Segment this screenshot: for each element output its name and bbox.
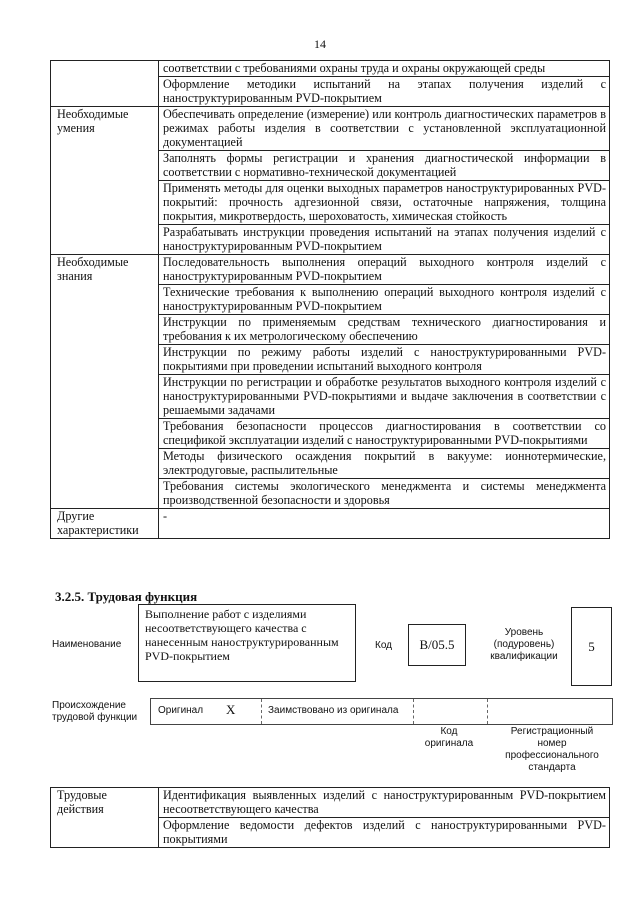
table-cell: Последовательность выполнения операций выходного контроля изделий с наноструктурированным PVD-покрытием <box>159 255 610 285</box>
divider <box>261 699 262 724</box>
original-label: Оригинал <box>158 705 204 716</box>
origin-row <box>150 698 613 725</box>
table-cell: Оформление методики испытаний на этапах получения изделий с наноструктурированным PVD-покрытием <box>159 77 610 107</box>
original-mark: X <box>226 702 236 717</box>
table-cell: Методы физического осаждения покрытий в вакууме: ионнотермические, электродуговые, распылительные <box>159 449 610 479</box>
registration-number-caption: Регистрационный номер профессионального стандарта <box>505 726 599 773</box>
divider <box>413 699 414 724</box>
table-cell: Инструкции по режиму работы изделий с наноструктурированными PVD-покрытиями при проведении испытаний выходного контроля <box>159 345 610 375</box>
function-code-value: B/05.5 <box>408 624 466 666</box>
row-label <box>51 61 159 107</box>
requirements-table <box>50 60 610 539</box>
table-cell: - <box>159 509 610 539</box>
table-row <box>51 509 610 539</box>
row-label-knowledge: Необходимые знания <box>51 255 159 509</box>
name-label: Наименование <box>52 639 122 650</box>
code-original-caption: Код оригинала <box>424 726 474 749</box>
table-cell: Инструкции по регистрации и обработке результатов выходного контроля изделий с наноструктурированными PVD-покрытиями и выдаче заключения в соответствии с решаемыми задачами <box>159 375 610 419</box>
table-cell: Требования безопасности процессов диагностирования в соответствии со спецификой эксплуатации изделий с наноструктурированными PVD-покрытиями <box>159 419 610 449</box>
divider <box>487 699 488 724</box>
table-row <box>51 788 610 818</box>
table-cell: Разрабатывать инструкции проведения испытаний на этапах получения изделий с наноструктурированным PVD-покрытием <box>159 225 610 255</box>
row-label-other: Другие характеристики <box>51 509 159 539</box>
table-cell: Оформление ведомости дефектов изделий с наноструктурированными PVD-покрытиями <box>159 818 610 848</box>
level-label: Уровень (подуровень) квалификации <box>490 627 558 662</box>
table-row <box>51 255 610 285</box>
table-cell: Применять методы для оценки выходных параметров наноструктурированных PVD-покрытий: прочность адгезионной связи, остаточные напряжения, толщина покрытия, микротвердость, шероховатость, химическая стойкость <box>159 181 610 225</box>
origin-label: Происхождение трудовой функции <box>52 700 138 723</box>
table-cell: Идентификация выявленных изделий с наноструктурированным PVD-покрытием несоответствующего качества <box>159 788 610 818</box>
table-cell: Технические требования к выполнению операций выходного контроля изделий с наноструктурированным PVD-покрытием <box>159 285 610 315</box>
function-name-value: Выполнение работ с изделиями несоответствующего качества с нанесенным наноструктурированным PVD-покрытием <box>138 604 356 682</box>
table-cell: Требования системы экологического менеджмента и системы менеджмента производственной безопасности и здоровья <box>159 479 610 509</box>
level-value: 5 <box>571 607 612 686</box>
table-cell: соответствии с требованиями охраны труда и охраны окружающей среды <box>159 61 610 77</box>
table-row <box>51 107 610 151</box>
labor-actions-table <box>50 787 610 848</box>
section-title: 3.2.5. Трудовая функция <box>55 589 198 604</box>
borrowed-label: Заимствовано из оригинала <box>268 705 399 716</box>
table-cell: Инструкции по применяемым средствам технического диагностирования и требования к их метрологическому обеспечению <box>159 315 610 345</box>
code-label: Код <box>375 640 393 651</box>
table-row <box>51 61 610 77</box>
row-label-actions: Трудовые действия <box>51 788 159 848</box>
page-number: 14 <box>314 37 326 51</box>
row-label-skills: Необходимые умения <box>51 107 159 255</box>
table-cell: Обеспечивать определение (измерение) или контроль диагностических параметров в режимах работы изделия в соответствии с установленной эксплуатационной документацией <box>159 107 610 151</box>
table-cell: Заполнять формы регистрации и хранения диагностической информации в соответствии с нормативно-технической документацией <box>159 151 610 181</box>
